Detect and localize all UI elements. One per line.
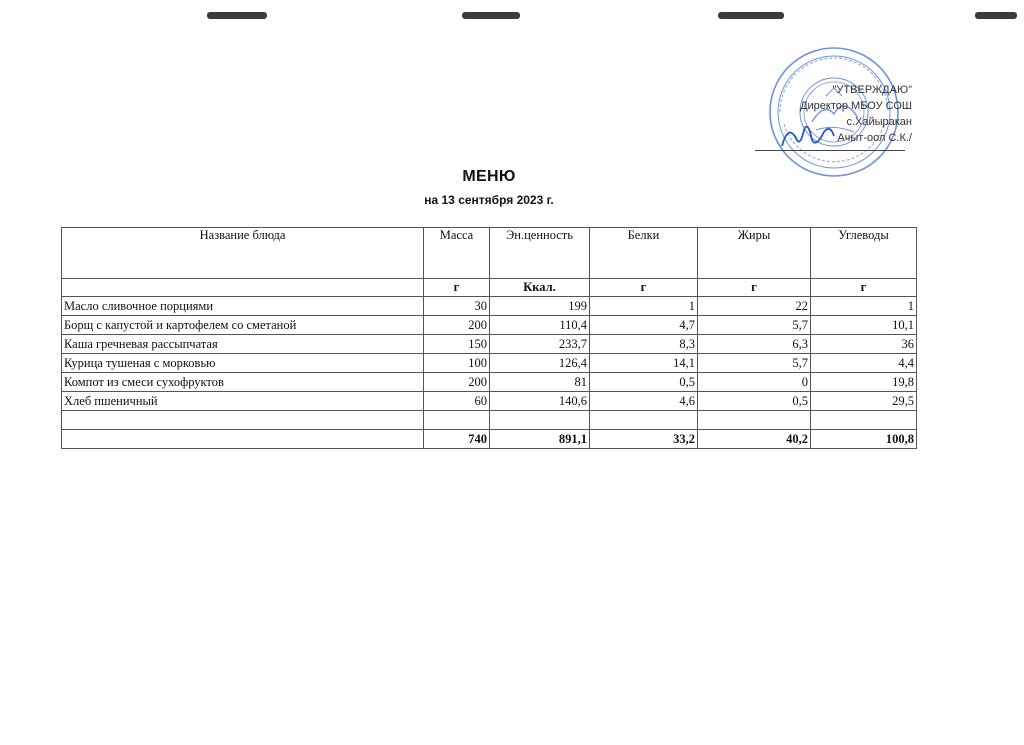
dish-mass: 100: [424, 354, 490, 373]
dish-protein: 4,7: [590, 316, 698, 335]
total-carbs: 100,8: [811, 430, 917, 449]
dish-energy: 199: [490, 297, 590, 316]
total-fat: 40,2: [698, 430, 811, 449]
total-label-cell: [62, 430, 424, 449]
header-dish-name: Название блюда: [62, 228, 424, 279]
dish-fat: 5,7: [698, 316, 811, 335]
dish-energy: 110,4: [490, 316, 590, 335]
signature: [778, 118, 838, 154]
dish-energy: 140,6: [490, 392, 590, 411]
dish-energy: 81: [490, 373, 590, 392]
dish-protein: 1: [590, 297, 698, 316]
document-title: МЕНЮ: [462, 168, 516, 185]
dish-name: Курица тушеная с морковью: [62, 354, 424, 373]
empty-cell: [424, 411, 490, 430]
dish-mass: 60: [424, 392, 490, 411]
unit-carbs: г: [811, 279, 917, 297]
dish-energy: 233,7: [490, 335, 590, 354]
dish-name: Масло сливочное порциями: [62, 297, 424, 316]
empty-cell: [811, 411, 917, 430]
dish-fat: 0,5: [698, 392, 811, 411]
table-row: [62, 297, 917, 316]
approval-title: "УТВЕРЖДАЮ": [832, 84, 912, 96]
dish-carbs: 4,4: [811, 354, 917, 373]
empty-row: [62, 411, 917, 430]
approval-position: Директор МБОУ СОШ: [800, 100, 912, 112]
document-date: на 13 сентября 2023 г.: [424, 193, 554, 207]
dish-mass: 200: [424, 316, 490, 335]
table-header-row: [62, 228, 917, 279]
total-protein: 33,2: [590, 430, 698, 449]
header-mass: Масса: [424, 228, 490, 279]
unit-protein: г: [590, 279, 698, 297]
dish-carbs: 19,8: [811, 373, 917, 392]
dish-protein: 8,3: [590, 335, 698, 354]
empty-cell: [698, 411, 811, 430]
dish-fat: 6,3: [698, 335, 811, 354]
dish-protein: 4,6: [590, 392, 698, 411]
table-row: [62, 373, 917, 392]
dish-mass: 200: [424, 373, 490, 392]
approval-location: с.Хайыракан: [846, 116, 912, 128]
unit-energy: Ккал.: [490, 279, 590, 297]
dish-carbs: 36: [811, 335, 917, 354]
dish-mass: 30: [424, 297, 490, 316]
dish-fat: 22: [698, 297, 811, 316]
dish-carbs: 1: [811, 297, 917, 316]
table-row: [62, 354, 917, 373]
dish-name: Хлеб пшеничный: [62, 392, 424, 411]
dish-protein: 14,1: [590, 354, 698, 373]
total-mass: 740: [424, 430, 490, 449]
menu-table: [61, 227, 917, 449]
unit-fat: г: [698, 279, 811, 297]
dish-energy: 126,4: [490, 354, 590, 373]
dish-protein: 0,5: [590, 373, 698, 392]
table-row: [62, 316, 917, 335]
dish-carbs: 29,5: [811, 392, 917, 411]
empty-cell: [590, 411, 698, 430]
table-row: [62, 335, 917, 354]
dish-name: Компот из смеси сухофруктов: [62, 373, 424, 392]
empty-cell: [62, 411, 424, 430]
dish-mass: 150: [424, 335, 490, 354]
scan-mark: [462, 12, 520, 19]
table-row: [62, 392, 917, 411]
total-energy: 891,1: [490, 430, 590, 449]
unit-dish-name: [62, 279, 424, 297]
empty-cell: [490, 411, 590, 430]
scan-mark: [207, 12, 267, 19]
table-units-row: [62, 279, 917, 297]
approval-signatory: Ачыт-оол С.К./: [837, 132, 912, 144]
dish-name: Борщ с капустой и картофелем со сметаной: [62, 316, 424, 335]
unit-mass: г: [424, 279, 490, 297]
scan-mark: [718, 12, 784, 19]
header-energy: Эн.ценность: [490, 228, 590, 279]
dish-fat: 0: [698, 373, 811, 392]
dish-name: Каша гречневая рассыпчатая: [62, 335, 424, 354]
header-protein: Белки: [590, 228, 698, 279]
total-row: [62, 430, 917, 449]
dish-carbs: 10,1: [811, 316, 917, 335]
header-fat: Жиры: [698, 228, 811, 279]
header-carbs: Углеводы: [811, 228, 917, 279]
dish-fat: 5,7: [698, 354, 811, 373]
scan-mark: [975, 12, 1017, 19]
